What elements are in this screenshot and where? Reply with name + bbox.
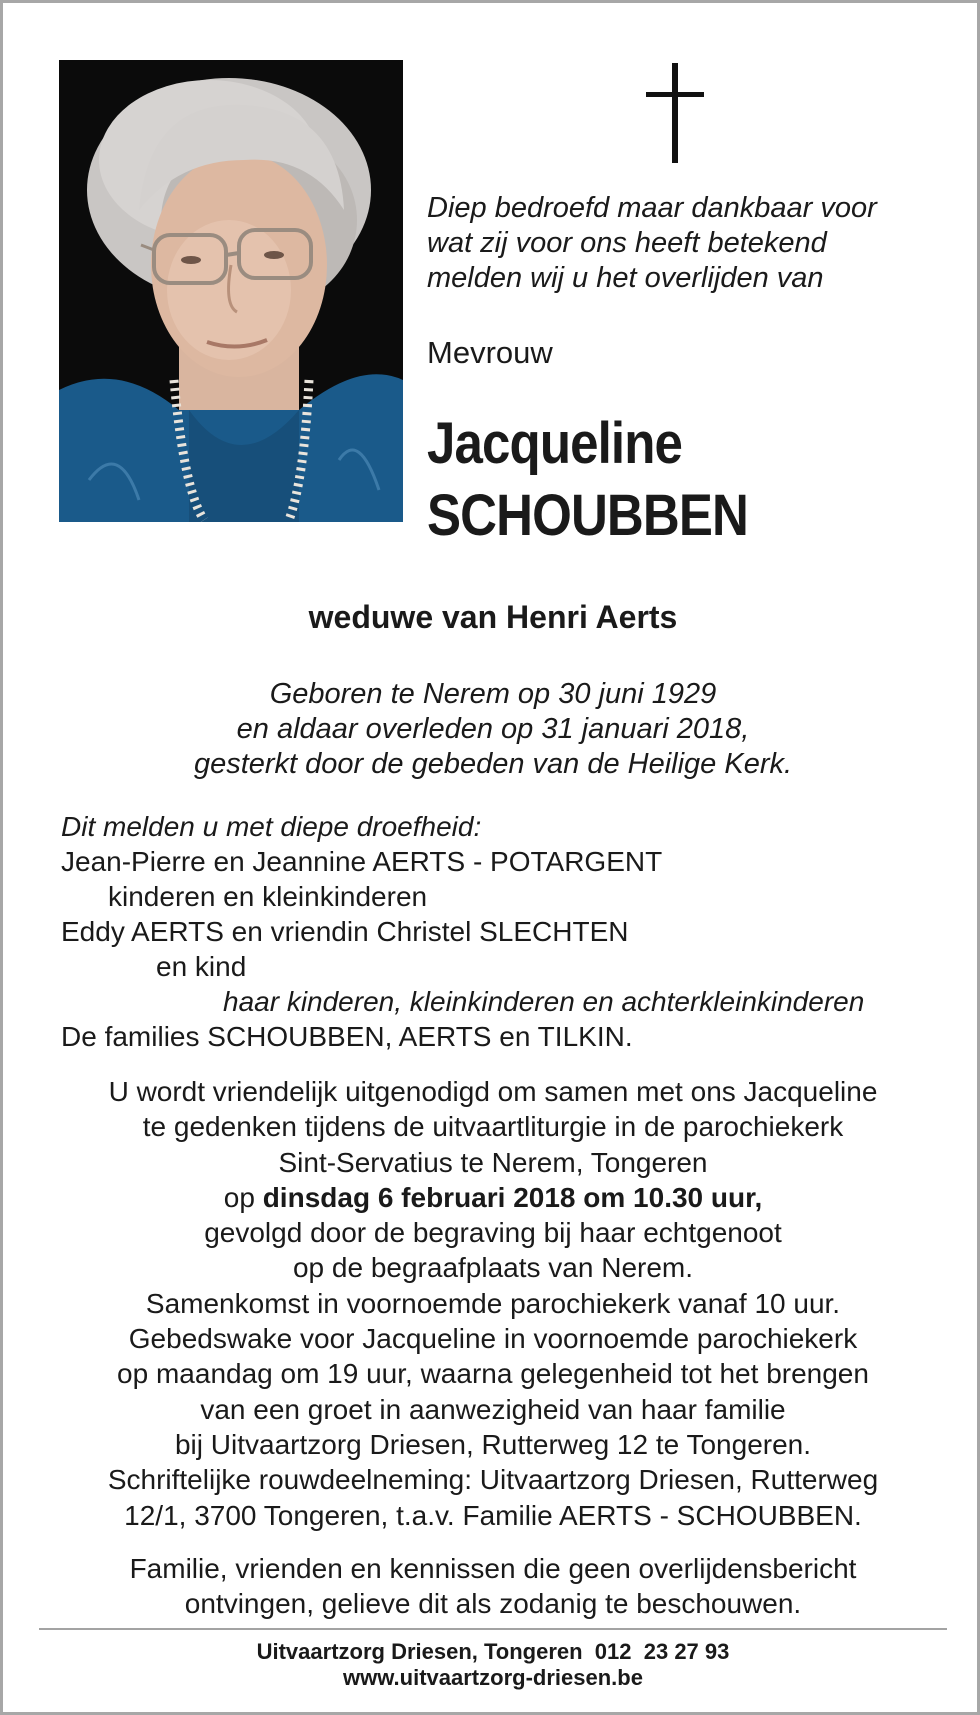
- funeral-home-footer: [43, 1639, 943, 1691]
- birth-line: Geboren te Nerem op 30 juni 1929: [269, 678, 717, 710]
- birth-line: en aldaar overleden op 31 januari 2018,: [236, 713, 750, 745]
- family-line: haar kinderen, kleinkinderen en achterkleinkinderen: [223, 986, 865, 1017]
- ceremony-line: op maandag om 19 uur, waarna gelegenheid tot het brengen: [117, 1358, 869, 1390]
- family-list: [61, 809, 941, 1054]
- ceremony-line: 12/1, 3700 Tongeren, t.a.v. Familie AERTS - SCHOUBBEN.: [124, 1499, 862, 1531]
- ceremony-date-line: [43, 1180, 943, 1215]
- ceremony-line: te gedenken tijdens de uitvaartliturgie in de parochiekerk: [142, 1111, 844, 1143]
- intro-text: [427, 191, 947, 296]
- ceremony-line: Samenkomst in voornoemde parochiekerk vanaf 10 uur.: [145, 1287, 841, 1319]
- divider: [39, 1628, 947, 1630]
- latin-cross-icon: [646, 63, 704, 168]
- birth-line: gesterkt door de gebeden van de Heilige Kerk.: [193, 748, 793, 780]
- salutation: Mevrouw: [427, 335, 553, 370]
- ceremony-line: van een groet in aanwezigheid van haar familie: [200, 1393, 786, 1425]
- last-name: SCHOUBBEN: [427, 483, 749, 548]
- family-line: Eddy AERTS en vriendin Christel SLECHTEN: [61, 916, 629, 947]
- closing-note: [43, 1551, 943, 1621]
- intro-line: melden wij u het overlijden van: [427, 262, 824, 294]
- intro-line: wat zij voor ons heeft betekend: [427, 227, 827, 259]
- intro-line: Diep bedroefd maar dankbaar voor: [427, 192, 877, 224]
- ceremony-line: Gebedswake voor Jacqueline in voornoemde parochiekerk: [128, 1323, 858, 1355]
- ceremony-date: dinsdag 6 februari 2018 om 10.30 uur,: [262, 1181, 763, 1213]
- closing-line: Familie, vrienden en kennissen die geen overlijdensbericht: [129, 1553, 857, 1584]
- first-name: Jacqueline: [427, 411, 683, 476]
- family-line: en kind: [156, 951, 247, 982]
- family-line: kinderen en kleinkinderen: [108, 881, 428, 912]
- deceased-name: [427, 408, 748, 552]
- portrait-photo: [59, 60, 403, 522]
- ceremony-line: Schriftelijke rouwdeelneming: Uitvaartzorg Driesen, Rutterweg: [107, 1464, 879, 1496]
- ceremony-line: op de begraafplaats van Nerem.: [292, 1252, 694, 1284]
- family-heading: Dit melden u met diepe droefheid:: [61, 811, 482, 842]
- closing-line: ontvingen, gelieve dit als zodanig te beschouwen.: [184, 1588, 802, 1619]
- ceremony-line: bij Uitvaartzorg Driesen, Rutterweg 12 te Tongeren.: [174, 1428, 812, 1460]
- funeral-home-website: www.uitvaartzorg-driesen.be: [343, 1665, 643, 1690]
- ceremony-line: U wordt vriendelijk uitgenodigd om samen met ons Jacqueline: [108, 1076, 878, 1107]
- ceremony-line: Sint-Servatius te Nerem, Tongeren: [278, 1146, 708, 1178]
- family-line: Jean-Pierre en Jeannine AERTS - POTARGENT: [61, 846, 663, 877]
- ceremony-details: [43, 1074, 943, 1533]
- funeral-home-contact: Uitvaartzorg Driesen, Tongeren 012 23 27 93: [256, 1639, 730, 1664]
- portrait-illustration: [59, 60, 403, 522]
- ceremony-line: gevolgd door de begraving bij haar echtgenoot: [204, 1217, 782, 1249]
- family-line: De families SCHOUBBEN, AERTS en TILKIN.: [61, 1021, 633, 1052]
- birth-death-info: [43, 677, 943, 782]
- date-prefix: op: [223, 1181, 263, 1213]
- widow-line: weduwe van Henri Aerts: [308, 599, 678, 635]
